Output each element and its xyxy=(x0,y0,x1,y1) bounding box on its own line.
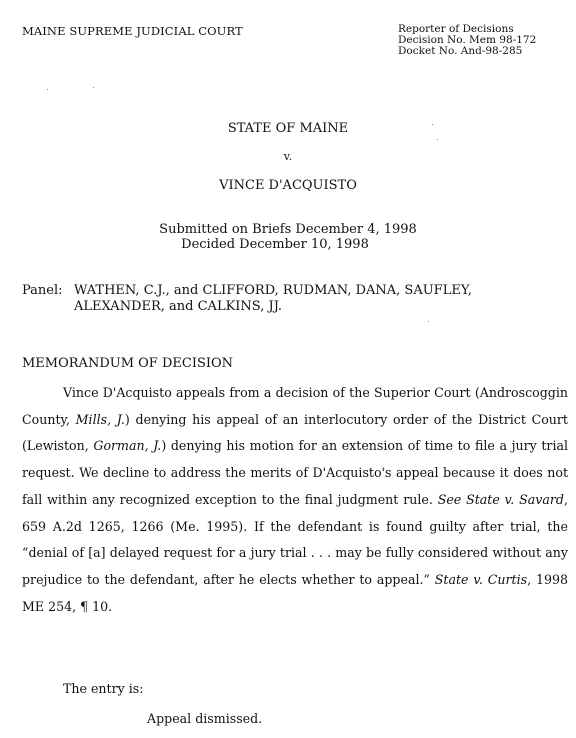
body-text: , 659 A.2d 1265, 1266 (Me. 1995). If the defendant is found guilty after trial, the “denial of [a] delayed request for a jury trial . . . may be fully considered without any prejudice to the defendant, after he elects whether to appeal.” xyxy=(22,491,569,587)
docket-number: Docket No. And-98-285 xyxy=(398,45,523,57)
scan-speck xyxy=(432,124,433,125)
memorandum-heading: MEMORANDUM OF DECISION xyxy=(22,356,234,371)
judge-citation: Gorman, J. xyxy=(93,438,162,454)
panel-line-2: ALEXANDER, and CALKINS, JJ. xyxy=(74,299,283,314)
scan-speck xyxy=(437,139,438,140)
reporter-of-decisions: Reporter of Decisions xyxy=(398,23,514,35)
entry-label: The entry is: xyxy=(63,681,144,696)
panel-label: Panel: xyxy=(22,283,63,298)
case-citation: See State v. Savard xyxy=(437,491,564,507)
disposition: Appeal dismissed. xyxy=(147,711,263,726)
body-text: , 1998 ME 254, ¶ 10. xyxy=(22,571,569,614)
submitted-date: Submitted on Briefs December 4, 1998 xyxy=(159,222,417,237)
body-text: Vince D'Acquisto appeals from a decision of the Superior Court (Androscoggin County, xyxy=(22,385,568,427)
court-name: MAINE SUPREME JUDICIAL COURT xyxy=(22,24,243,38)
decided-date: Decided December 10, 1998 xyxy=(181,237,369,252)
case-defendant: VINCE D'ACQUISTO xyxy=(219,178,357,193)
case-versus: v. xyxy=(283,150,293,163)
body-text: ) denying his appeal of an interlocutory order of the District Court (Lewiston, xyxy=(22,411,568,454)
decision-info xyxy=(398,24,536,57)
memorandum-paragraph xyxy=(22,380,568,620)
panel-line-1: WATHEN, C.J., and CLIFFORD, RUDMAN, DANA, SAUFLEY, xyxy=(74,283,472,298)
case-plaintiff: STATE OF MAINE xyxy=(227,121,349,136)
scan-speck xyxy=(93,87,94,88)
judge-citation: Mills, J. xyxy=(75,411,125,427)
decision-number: Decision No. Mem 98-172 xyxy=(398,34,537,46)
panel-list xyxy=(22,283,562,315)
case-citation: State v. Curtis xyxy=(434,571,528,587)
scan-speck xyxy=(428,321,429,322)
scan-speck xyxy=(47,89,48,90)
body-text: ) denying his motion for an extension of time to file a jury trial request. We decline to address the merits of D'Acquisto's appeal because it does not fall within any recognized exception to the final judgment rule. xyxy=(22,438,569,507)
memorandum-body xyxy=(22,380,568,620)
